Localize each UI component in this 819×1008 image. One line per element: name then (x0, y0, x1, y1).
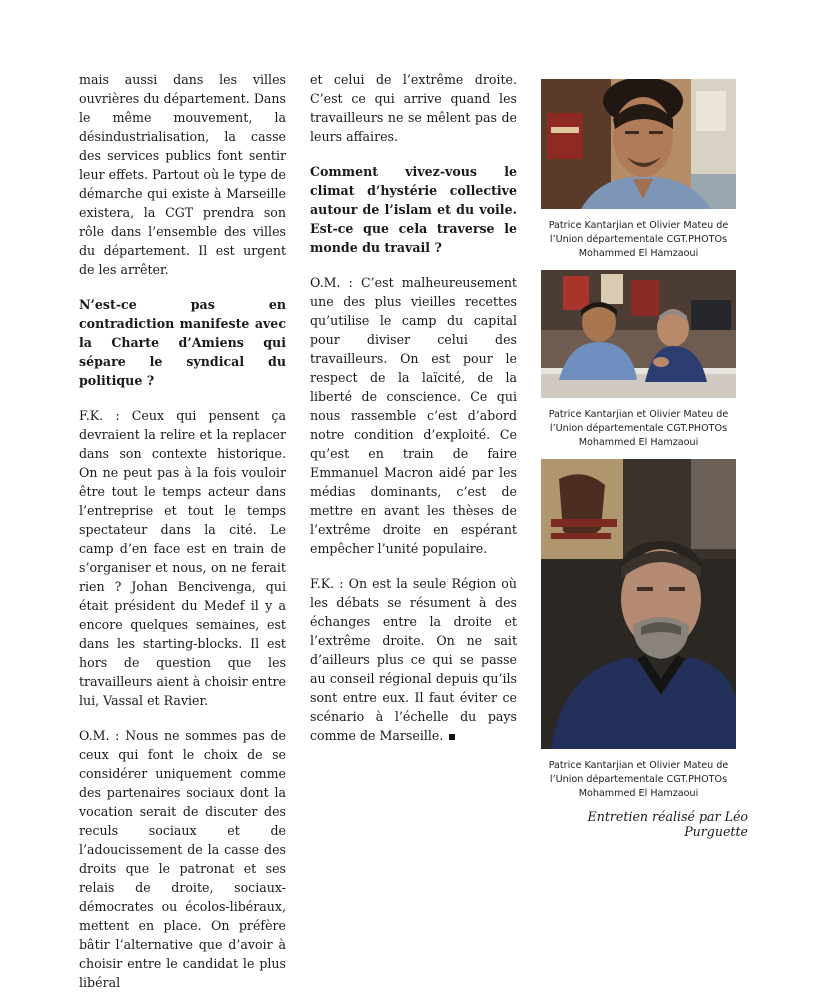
portrait-photo-icon (541, 459, 736, 749)
paragraph: F.K. : Ceux qui pensent ça devraient la relire et la replacer dans son contexte historique. On ne peut pas à la fois vouloir être tout le temps acteur dans l’entreprise et tout le temps spectateur dans la cité. Le camp d’en face est en train de s’organiser et nous, on ne ferait rien ? Johan Bencivenga, qui était président du Medef il y a encore quelques semaines, est dans les starting-blocks. Il est hors de question que les travailleurs aient à choisir entre lui, Vassal et Ravier. (79, 408, 286, 708)
paragraph-text: F.K. : On est la seule Région où les débats se résument à des échanges entre la droite et l’extrême droite. On ne sait d’ailleurs plus ce qui se passe au conseil régional depuis qu’ils sont entre eux. Il faut éviter ce scénario à l’échelle du pays comme de Marseille. (310, 576, 517, 743)
end-of-article-mark (449, 734, 455, 740)
article-column-2 (310, 70, 517, 761)
photo-portrait-2 (541, 459, 736, 749)
photo-column (541, 79, 748, 839)
photo-interview (541, 270, 736, 398)
interview-question: N’est-ce pas en contradiction manifeste avec la Charte d’Amiens qui sépare le syndical du politique ? (79, 297, 286, 388)
article-column-1 (79, 70, 286, 1008)
paragraph: O.M. : C’est malheureusement une des plus vieilles recettes qu’utilise le camp du capital pour diviser celui des travailleurs. On est pour le respect de la laïcité, de la liberté de conscience. Ce qui nous rassemble c’est d’abord notre condition d’exploité. Ce qu’est en train de faire Emmanuel Macron aidé par les médias dominants, c’est de mettre en avant les thèses de l’extrême droite en espérant empêcher l’unité populaire. (310, 275, 517, 556)
paragraph: O.M. : Nous ne sommes pas de ceux qui font le choix de se considérer uniquement comme des partenaires sociaux dont la vocation serait de discuter des reculs sociaux et de l’adoucissement de la casse des droits que le patronat et ses relais de droite, sociaux-démocrates ou écolos-libéraux, mettent en place. On préfère bâtir l’alternative que d’avoir à choisir entre le candidat le plus libéral (79, 728, 286, 990)
paragraph (310, 574, 517, 745)
portrait-photo-icon (541, 79, 736, 209)
interview-question: Comment vivez-vous le climat d’hystérie collective autour de l’islam et du voile. Est-ce que cela traverse le monde du travail ? (310, 164, 517, 255)
photo-caption: Patrice Kantarjian et Olivier Mateu de l’Union départementale CGT.PHOTOs Mohammed El Hamzaoui (548, 409, 729, 448)
interview-photo-icon (541, 270, 736, 398)
photo-caption: Patrice Kantarjian et Olivier Mateu de l’Union départementale CGT.PHOTOs Mohammed El Hamzaoui (548, 760, 729, 799)
paragraph: et celui de l’extrême droite. C’est ce qui arrive quand les travailleurs ne se mêlent pas de leurs affaires. (310, 72, 517, 144)
photo-portrait-1 (541, 79, 736, 209)
paragraph: mais aussi dans les villes ouvrières du département. Dans le même mouvement, la désindustrialisation, la casse des services publics font sentir leur effets. Partout où le type de démarche qui existe à Marseille existera, la CGT prendra son rôle dans l’ensemble des villes du département. Il est urgent de les arrêter. (79, 72, 286, 277)
photo-caption: Patrice Kantarjian et Olivier Mateu de l’Union départementale CGT.PHOTOs Mohammed El Hamzaoui (548, 220, 729, 259)
author-credit: Entretien réalisé par Léo Purguette (587, 809, 748, 839)
